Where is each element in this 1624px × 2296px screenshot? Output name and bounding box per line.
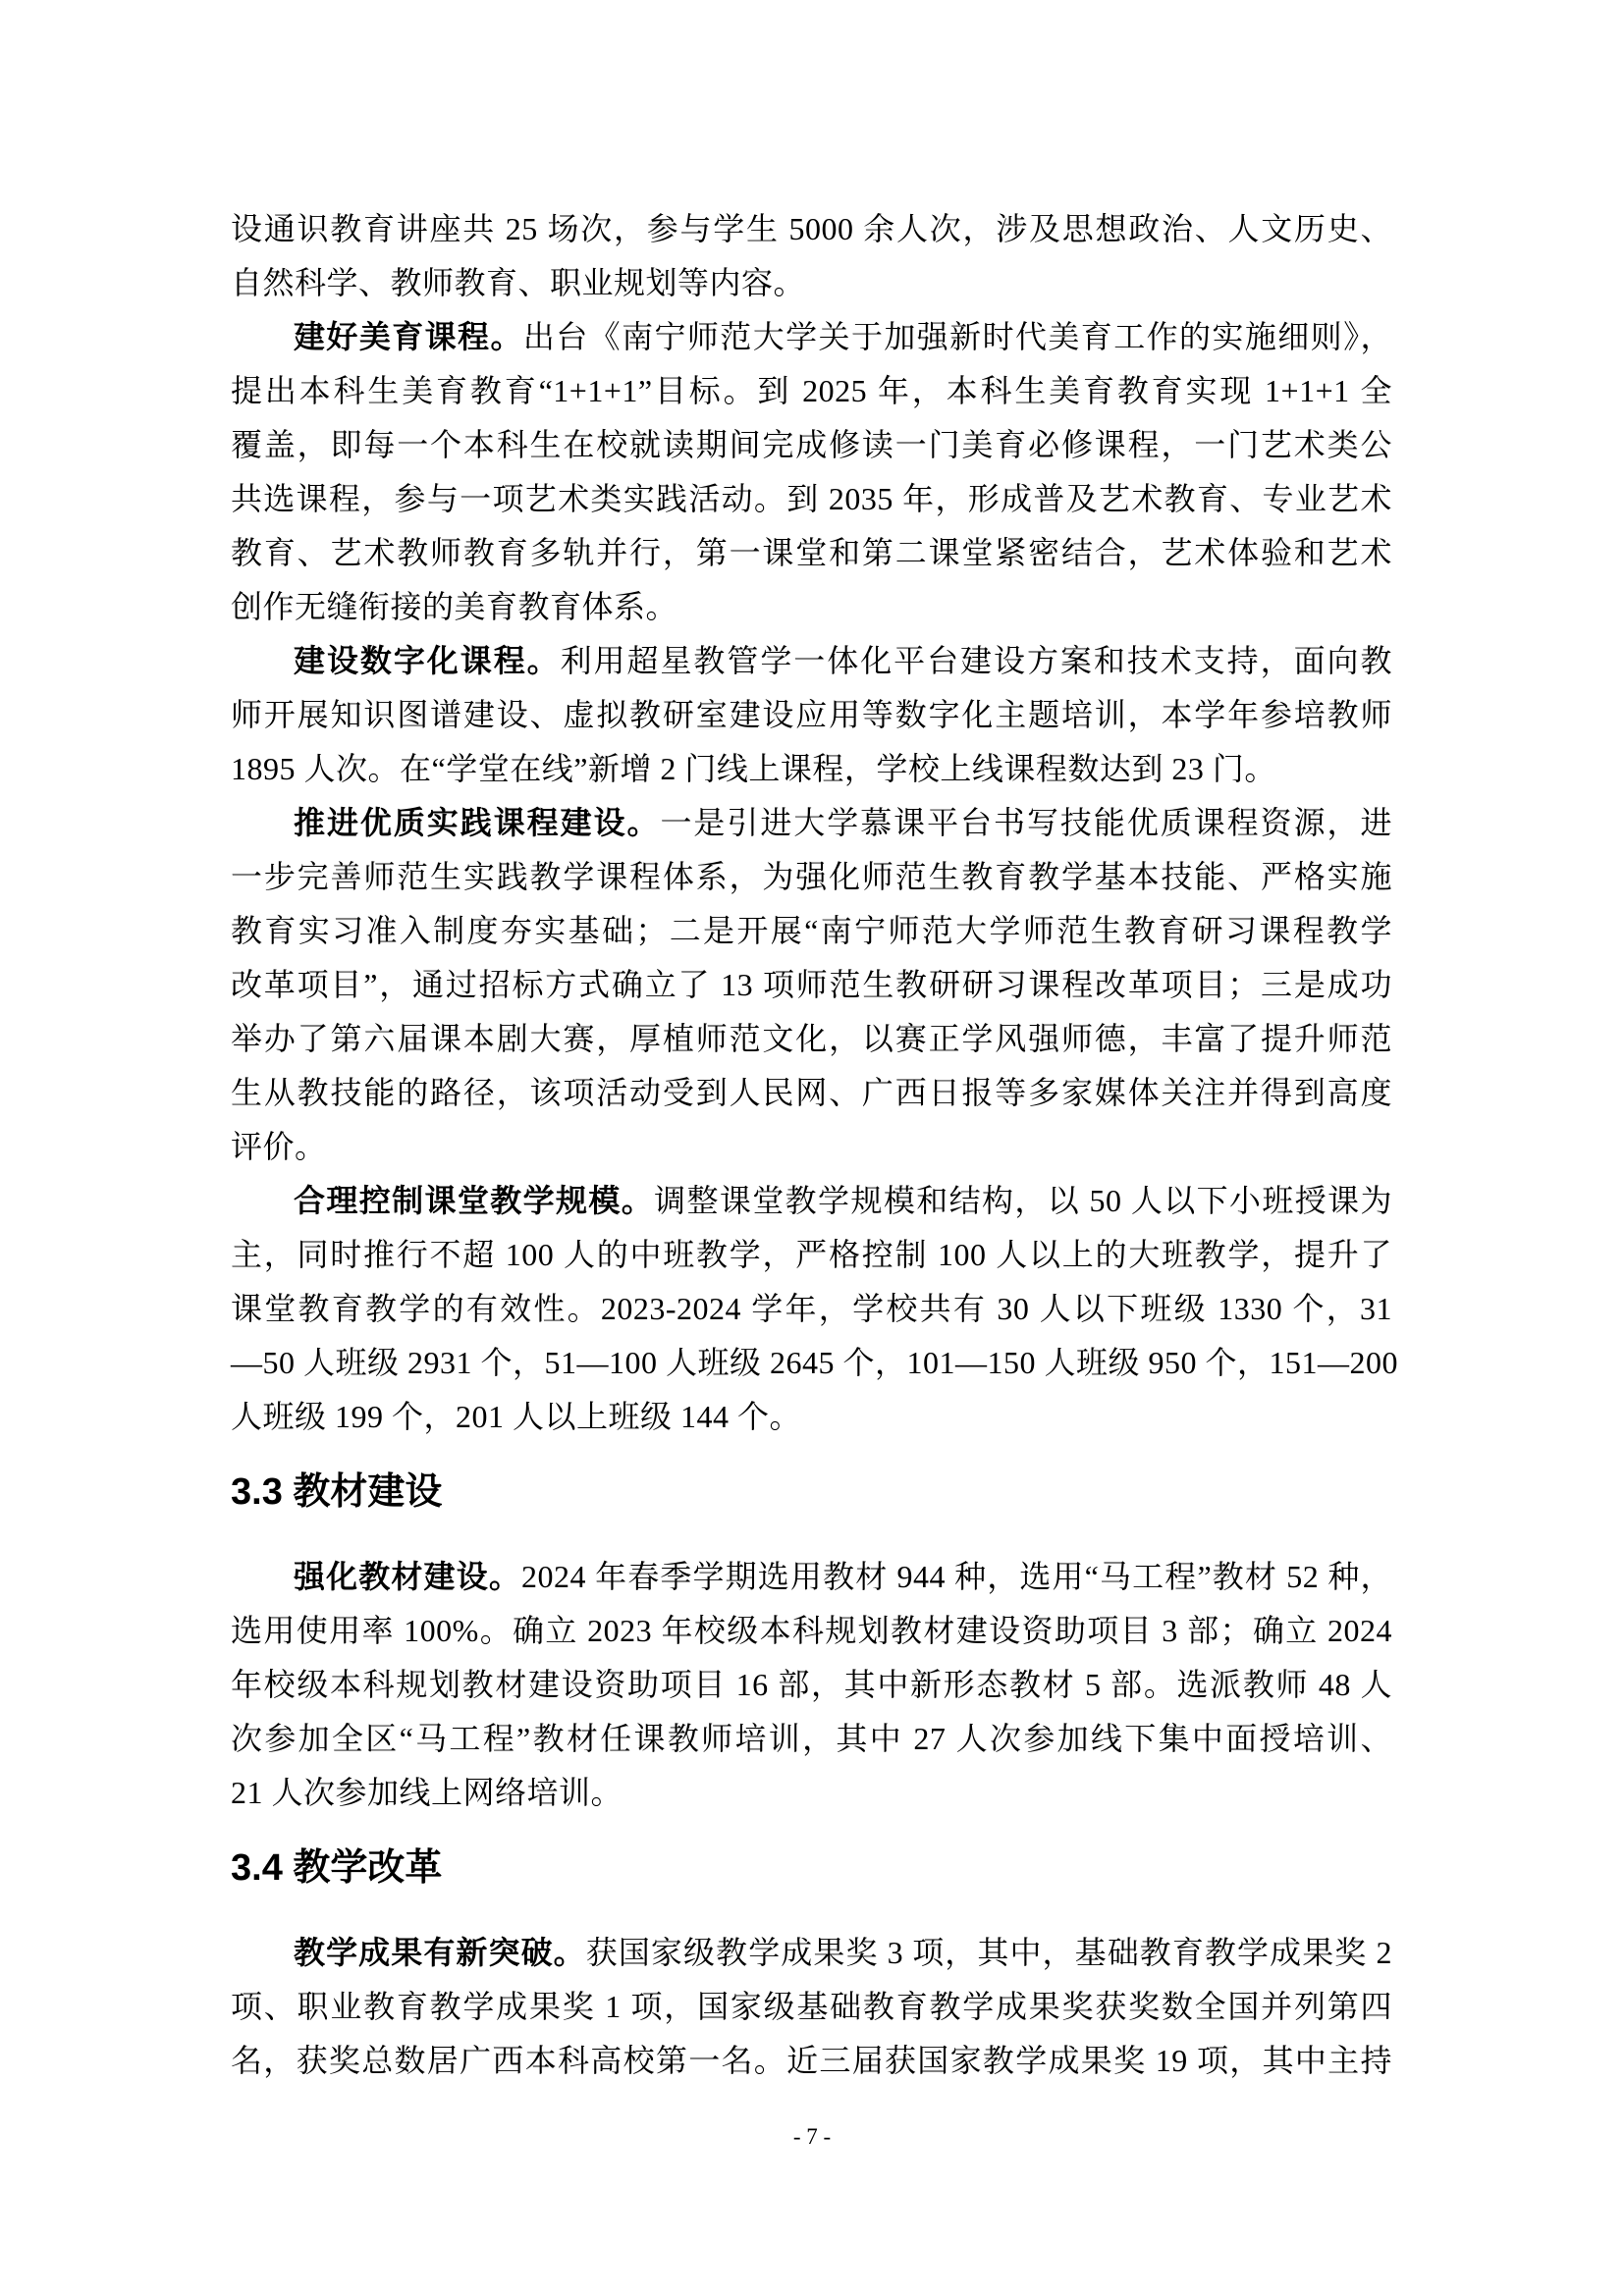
paragraph	[231, 310, 1392, 634]
text-line: 生从教技能的路径，该项活动受到人民网、广西日报等多家媒体关注并得到高度	[231, 1075, 1392, 1110]
text-line: 举办了第六届课本剧大赛，厚植师范文化，以赛正学风强师德，丰富了提升师范	[231, 1021, 1392, 1056]
line-text: 出台《南宁师范大学关于加强新时代美育工作的实施细则》，	[522, 319, 1392, 354]
section-heading: 3.3 教材建设	[231, 1471, 443, 1513]
paragraph	[231, 1174, 1399, 1444]
text-line: 师开展知识图谱建设、虚拟教研室建设应用等数字化主题培训，本学年参培教师	[231, 697, 1392, 732]
text-line: 教育实习准入制度夯实基础；二是开展“南宁师范大学师范生教育研习课程教学	[231, 913, 1392, 948]
line-text: 2024 年春季学期选用教材 944 种，选用“马工程”教材 52 种，	[520, 1559, 1392, 1594]
text-line: 创作无缝衔接的美育教育体系。	[231, 589, 678, 624]
paragraph	[231, 634, 1392, 796]
text-line: 共选课程，参与一项艺术类实践活动。到 2035 年，形成普及艺术教育、专业艺术	[231, 481, 1392, 516]
paragraph-lead: 建好美育课程。	[294, 319, 523, 354]
text-line	[231, 310, 1392, 364]
text-line: 课堂教育教学的有效性。2023-2024 学年，学校共有 30 人以下班级 1330 个，31	[231, 1291, 1392, 1326]
section-heading: 3.4 教学改革	[231, 1847, 443, 1889]
text-line: 次参加全区“马工程”教材任课教师培训，其中 27 人次参加线下集中面授培训、	[231, 1721, 1392, 1756]
text-line: 主，同时推行不超 100 人的中班教学，严格控制 100 人以上的大班教学，提升了	[231, 1237, 1392, 1272]
paragraph	[231, 1926, 1392, 2088]
text-line: 改革项目”，通过招标方式确立了 13 项师范生教研研习课程改革项目；三是成功	[231, 967, 1392, 1002]
line-text: 获国家级教学成果奖 3 项，其中，基础教育教学成果奖 2	[585, 1935, 1392, 1970]
text-line: 教育、艺术教师教育多轨并行，第一课堂和第二课堂紧密结合，艺术体验和艺术	[231, 535, 1392, 570]
text-line: 1895 人次。在“学堂在线”新增 2 门线上课程，学校上线课程数达到 23 门。	[231, 751, 1276, 786]
line-text: 一是引进大学慕课平台书写技能优质课程资源，进	[660, 805, 1392, 840]
paragraph-lead: 强化教材建设。	[294, 1559, 521, 1594]
paragraph-lead: 建设数字化课程。	[294, 643, 561, 678]
line-text: 利用超星教管学一体化平台建设方案和技术支持，面向教	[560, 643, 1392, 678]
text-line	[231, 634, 1392, 688]
text-line: 一步完善师范生实践教学课程体系，为强化师范生教育教学基本技能、严格实施	[231, 859, 1392, 894]
text-line	[231, 1550, 1392, 1604]
text-line: 覆盖，即每一个本科生在校就读期间完成修读一门美育必修课程，一门艺术类公	[231, 427, 1392, 462]
paragraph	[231, 202, 1392, 310]
paragraph-lead: 教学成果有新突破。	[294, 1935, 586, 1970]
text-line: 提出本科生美育教育“1+1+1”目标。到 2025 年，本科生美育教育实现 1+1+1 全	[231, 373, 1392, 408]
page-number: - 7 -	[792, 2124, 832, 2149]
text-line: 选用使用率 100%。确立 2023 年校级本科规划教材建设资助项目 3 部；确立 2024	[231, 1613, 1392, 1648]
paragraph-lead: 合理控制课堂教学规模。	[294, 1183, 655, 1218]
text-line	[231, 796, 1392, 850]
text-line: 名，获奖总数居广西本科高校第一名。近三届获国家教学成果奖 19 项，其中主持	[231, 2043, 1392, 2078]
text-line: 年校级本科规划教材建设资助项目 16 部，其中新形态教材 5 部。选派教师 48 人	[231, 1667, 1392, 1702]
document-body	[231, 202, 1399, 2088]
paragraph-lead: 推进优质实践课程建设。	[294, 805, 661, 840]
paragraph	[231, 1550, 1392, 1820]
text-line: 项、职业教育教学成果奖 1 项，国家级基础教育教学成果奖获奖数全国并列第四	[231, 1989, 1392, 2024]
text-line: 自然科学、教师教育、职业规划等内容。	[231, 265, 806, 300]
text-line: 21 人次参加线上网络培训。	[231, 1775, 623, 1810]
text-line: 设通识教育讲座共 25 场次，参与学生 5000 余人次，涉及思想政治、人文历史、	[231, 211, 1392, 246]
text-line: —50 人班级 2931 个，51—100 人班级 2645 个，101—150 人班级 950 个，151—200	[231, 1345, 1399, 1380]
paragraph	[231, 796, 1392, 1174]
text-line: 人班级 199 个，201 人以上班级 144 个。	[231, 1399, 802, 1434]
text-line: 评价。	[231, 1129, 327, 1164]
text-line	[231, 1926, 1392, 1980]
line-text: 调整课堂教学规模和结构，以 50 人以下小班授课为	[654, 1183, 1392, 1218]
text-line	[231, 1174, 1392, 1228]
